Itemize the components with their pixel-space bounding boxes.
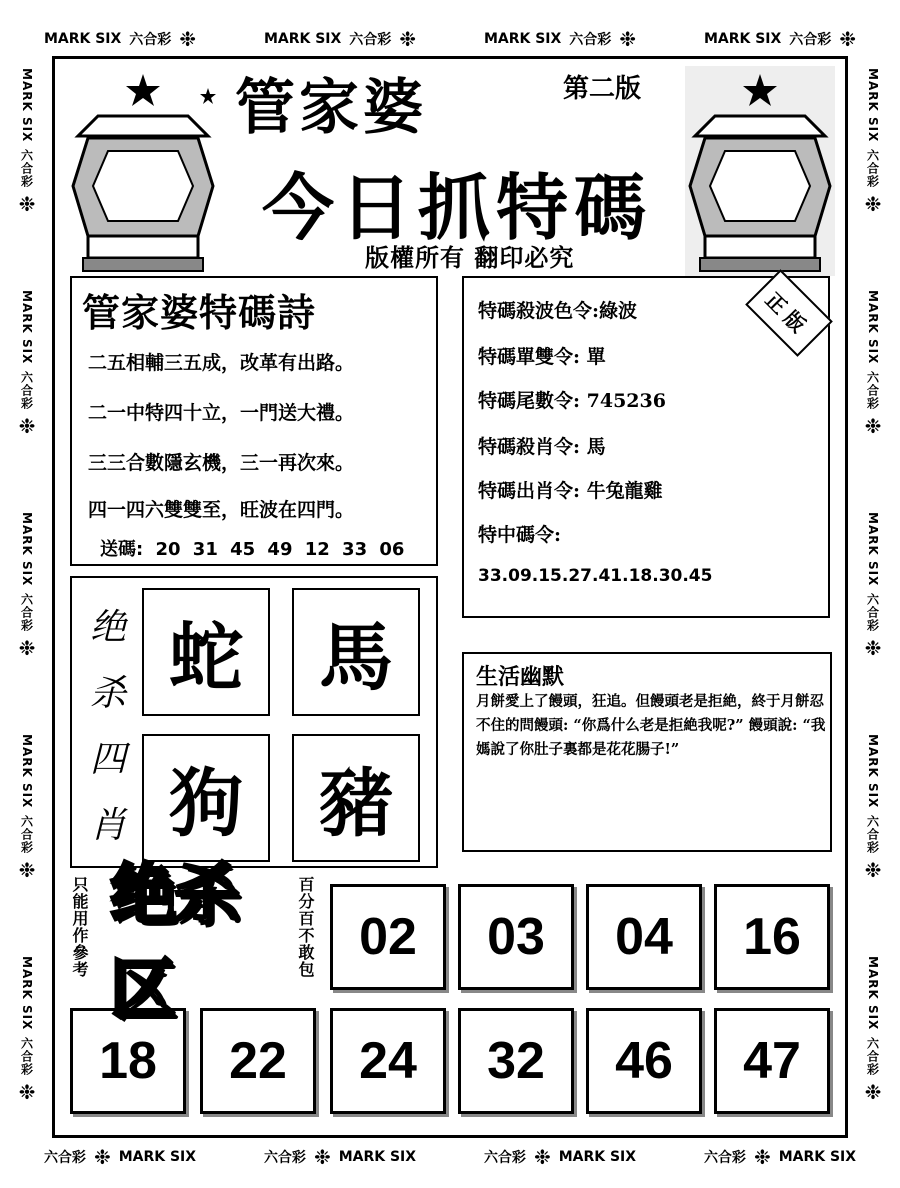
code-line: 特碼出肖令: 牛兔龍雞	[478, 480, 663, 502]
kill-number: 32	[458, 1008, 574, 1114]
tower-illustration-left	[68, 66, 218, 276]
border-segment: MARK SIX 六合彩 ❉	[703, 27, 857, 51]
flower-icon: ❉	[864, 857, 882, 882]
kill-number: 24	[330, 1008, 446, 1114]
border-segment: MARK SIX 六合彩 ❉	[18, 956, 36, 1104]
border-segment: MARK SIX 六合彩 ❉	[864, 512, 882, 660]
kill-number: 18	[70, 1008, 186, 1114]
send-label: 送碼:	[100, 539, 144, 560]
headline: 今日抓特碼	[262, 166, 653, 250]
flower-icon: ❉	[18, 1079, 36, 1104]
flower-icon: ❉	[18, 857, 36, 882]
border-segment: 六合彩 ❉ MARK SIX	[43, 1145, 197, 1169]
authentic-stamp: 正版	[745, 269, 833, 357]
flower-icon: ❉	[179, 27, 197, 51]
flower-icon: ❉	[399, 27, 417, 51]
kill-number: 04	[586, 884, 702, 990]
border-segment: MARK SIX 六合彩 ❉	[18, 734, 36, 882]
poem-line: 四一四六雙雙至，旺波在四門。	[88, 499, 355, 521]
code-line: 33.09.15.27.41.18.30.45	[478, 566, 713, 586]
poem-line: 二五相輔三五成，改革有出路。	[88, 352, 355, 374]
flower-icon: ❉	[93, 1145, 111, 1169]
bottom-border	[10, 1140, 890, 1174]
border-segment: MARK SIX 六合彩 ❉	[18, 290, 36, 438]
border-segment: MARK SIX 六合彩 ❉	[864, 734, 882, 882]
poem-line: 二一中特四十立，一門送大禮。	[88, 402, 355, 424]
flower-icon: ❉	[18, 413, 36, 438]
kill-number: 03	[458, 884, 574, 990]
guarantee-note: 百分百不敢包	[296, 876, 315, 978]
flower-icon: ❉	[864, 413, 882, 438]
send-numbers-line	[100, 535, 404, 561]
publication-title: 管家婆	[235, 73, 427, 143]
right-border	[854, 30, 892, 1140]
left-border	[8, 30, 46, 1140]
flower-icon: ❉	[313, 1145, 331, 1169]
border-segment: MARK SIX 六合彩 ❉	[864, 290, 882, 438]
flower-icon: ❉	[619, 27, 637, 51]
code-line: 特碼殺肖令: 馬	[478, 436, 606, 458]
tower-illustration-right	[680, 66, 840, 276]
flower-icon: ❉	[864, 1079, 882, 1104]
zodiac-label: 绝 杀 四 肖	[89, 607, 126, 846]
flower-icon: ❉	[18, 191, 36, 216]
border-segment: MARK SIX 六合彩 ❉	[483, 27, 637, 51]
border-segment: MARK SIX 六合彩 ❉	[263, 27, 417, 51]
border-segment: 六合彩 ❉ MARK SIX	[263, 1145, 417, 1169]
kill-number: 16	[714, 884, 830, 990]
border-segment: MARK SIX 六合彩 ❉	[18, 512, 36, 660]
zodiac-cell: 馬	[292, 588, 420, 716]
flower-icon: ❉	[839, 27, 857, 51]
poem-title: 管家婆特碼詩	[82, 290, 317, 335]
border-segment: MARK SIX 六合彩 ❉	[43, 27, 197, 51]
flower-icon: ❉	[753, 1145, 771, 1169]
border-segment: MARK SIX 六合彩 ❉	[18, 68, 36, 216]
kill-number: 46	[586, 1008, 702, 1114]
code-line: 特碼尾數令: 745236	[478, 390, 666, 412]
humor-title: 生活幽默	[476, 664, 565, 690]
zodiac-cell: 豬	[292, 734, 420, 862]
flower-icon: ❉	[18, 635, 36, 660]
zodiac-cell: 蛇	[142, 588, 270, 716]
code-line: 特碼殺波色令:綠波	[478, 300, 638, 322]
reference-note: 只能用作參考	[70, 876, 89, 978]
border-segment: MARK SIX 六合彩 ❉	[864, 68, 882, 216]
flower-icon: ❉	[864, 635, 882, 660]
zodiac-cell: 狗	[142, 734, 270, 862]
border-segment: MARK SIX 六合彩 ❉	[864, 956, 882, 1104]
kill-number: 02	[330, 884, 446, 990]
humor-text: 月餅愛上了饅頭，狂追。但饅頭老是拒絶，終于月餅忍不住的問饅頭: “你爲什么老是拒絶我呢?” 饅頭說: “我媽說了你肚子裏都是花花腸子!”	[476, 693, 826, 758]
top-border	[10, 22, 890, 56]
kill-zone-title: 绝杀区	[110, 855, 238, 1028]
border-segment: 六合彩 ❉ MARK SIX	[483, 1145, 637, 1169]
kill-number: 47	[714, 1008, 830, 1114]
code-line: 特碼單雙令: 單	[478, 346, 606, 368]
copyright-notice: 版權所有 翻印必究	[365, 243, 575, 272]
poem-line: 三三合數隱玄機，三一再次來。	[88, 452, 355, 474]
send-numbers: 20 31 45 49 12 33 06	[155, 539, 405, 560]
border-segment: 六合彩 ❉ MARK SIX	[703, 1145, 857, 1169]
kill-number: 22	[200, 1008, 316, 1114]
flower-icon: ❉	[533, 1145, 551, 1169]
flower-icon: ❉	[864, 191, 882, 216]
edition-label: 第二版	[563, 74, 642, 104]
code-line: 特中碼令:	[478, 524, 562, 546]
